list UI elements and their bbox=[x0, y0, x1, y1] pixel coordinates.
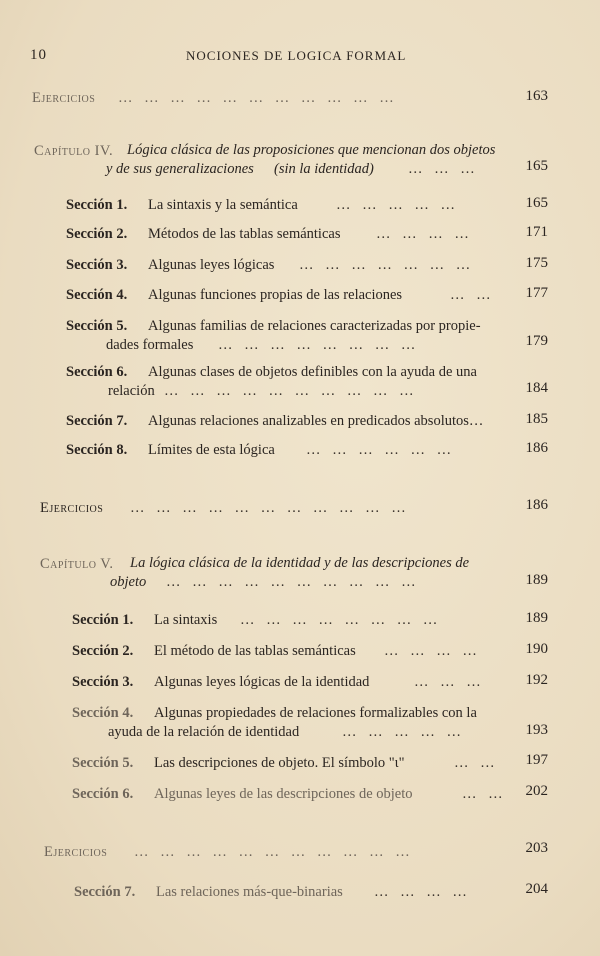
toc-section-title: Límites de esta lógica bbox=[148, 442, 275, 458]
toc-section-title: Métodos de las tablas semánticas bbox=[148, 226, 341, 242]
toc-chapter-label: Capítulo V. bbox=[40, 556, 114, 572]
toc-leader: … … … … … … … … … … … bbox=[118, 90, 398, 106]
toc-section-label: Sección 4. bbox=[66, 287, 128, 303]
toc-leader: … … … … bbox=[374, 884, 471, 900]
toc-leader: … … … … … … … … … … bbox=[166, 574, 420, 590]
toc-page-number: 203 bbox=[525, 840, 548, 856]
toc-section-label: Sección 1. bbox=[66, 197, 128, 213]
toc-page-number: 177 bbox=[525, 285, 548, 301]
toc-leader: … … … … bbox=[384, 643, 481, 659]
toc-ejercicios-label: Ejercicios bbox=[32, 90, 96, 106]
toc-chapter-title: La lógica clásica de la identidad y de las descripciones de bbox=[130, 555, 470, 571]
toc-section-label: Sección 2. bbox=[72, 643, 134, 659]
toc-page-number: 197 bbox=[525, 752, 548, 768]
toc-section-title: Algunas leyes de las descripciones de objeto bbox=[154, 786, 413, 802]
toc-page-number: 163 bbox=[525, 88, 548, 104]
toc-page-number: 204 bbox=[525, 881, 548, 897]
toc-page-number: 175 bbox=[525, 255, 548, 271]
toc-section-label: Sección 5. bbox=[66, 318, 128, 334]
toc-page-number: 165 bbox=[525, 158, 548, 174]
toc-chapter-title-cont: y de sus generalizaciones bbox=[106, 161, 254, 177]
toc-section-title-cont: dades formales bbox=[106, 337, 194, 353]
toc-section-title: Algunas funciones propias de las relaciones bbox=[148, 287, 403, 303]
toc-section-label: Sección 7. bbox=[66, 413, 128, 429]
toc-section-title: La sintaxis y la semántica bbox=[148, 197, 298, 213]
toc-leader: … … … bbox=[414, 674, 485, 690]
toc-page-number: 189 bbox=[525, 572, 548, 588]
toc-leader: … … bbox=[462, 786, 507, 802]
toc-page-number: 184 bbox=[525, 380, 548, 396]
toc-section-title-cont: ayuda de la relación de identidad bbox=[108, 724, 300, 740]
toc-section-title: Las relaciones más-que-binarias bbox=[156, 884, 343, 900]
toc-leader: … … … … … … … … bbox=[240, 612, 442, 628]
toc-page-number: 202 bbox=[525, 783, 548, 799]
toc-leader: … … … … bbox=[376, 226, 473, 242]
toc-section-label: Sección 3. bbox=[72, 674, 134, 690]
toc-chapter-title: Lógica clásica de las proposiciones que mencionan dos objetos bbox=[127, 142, 496, 158]
toc-section-title: Algunas leyes lógicas bbox=[148, 257, 275, 273]
toc-page-number: 192 bbox=[525, 672, 548, 688]
toc-page-number: 193 bbox=[525, 722, 548, 738]
toc-leader: … … … … … … … … … … … bbox=[130, 500, 410, 516]
toc-leader: … … … … … … … … … … … bbox=[134, 844, 414, 860]
toc-leader: … … … … … … bbox=[306, 442, 456, 458]
running-title: NOCIONES DE LOGICA FORMAL bbox=[186, 48, 407, 63]
toc-section-label: Sección 4. bbox=[72, 705, 134, 721]
toc-page-number: 186 bbox=[525, 497, 548, 513]
toc-section-label: Sección 8. bbox=[66, 442, 128, 458]
toc-leader: … … … … … bbox=[342, 724, 465, 740]
toc-leader: … … … … … … … … bbox=[218, 337, 420, 353]
toc-leader: … … bbox=[454, 755, 499, 771]
toc-section-label: Sección 3. bbox=[66, 257, 128, 273]
toc-page-number: 185 bbox=[525, 411, 548, 427]
toc-section-label: Sección 5. bbox=[72, 755, 134, 771]
toc-section-title: Algunas relaciones analizables en predicados absolutos… bbox=[148, 413, 484, 429]
toc-section-label: Sección 1. bbox=[72, 612, 134, 628]
toc-page-number: 186 bbox=[525, 440, 548, 456]
toc-page-number: 189 bbox=[525, 610, 548, 626]
toc-section-label: Sección 7. bbox=[74, 884, 136, 900]
toc-section-title: El método de las tablas semánticas bbox=[154, 643, 356, 659]
toc-leader: … … … … … … … … … … bbox=[164, 383, 418, 399]
toc-page-number: 190 bbox=[525, 641, 548, 657]
toc-section-label: Sección 6. bbox=[66, 364, 128, 380]
toc-ejercicios-label: Ejercicios bbox=[40, 500, 104, 516]
toc-chapter-title-cont: objeto bbox=[110, 574, 147, 590]
toc-page-number: 171 bbox=[525, 224, 548, 240]
toc-ejercicios-label: Ejercicios bbox=[44, 844, 108, 860]
toc-section-title: Las descripciones de objeto. El símbolo "ι" bbox=[154, 755, 405, 771]
toc-section-title: Algunas clases de objetos definibles con la ayuda de una bbox=[148, 364, 477, 380]
toc-leader: … … … bbox=[408, 161, 479, 177]
toc-section-title: Algunas familias de relaciones caracterizadas por propie- bbox=[148, 318, 481, 334]
toc-page-number: 179 bbox=[525, 333, 548, 349]
toc-section-title: La sintaxis bbox=[154, 612, 218, 628]
toc-section-label: Sección 2. bbox=[66, 226, 128, 242]
toc-section-title-cont: relación bbox=[108, 383, 155, 399]
toc-section-title: Algunas propiedades de relaciones formalizables con la bbox=[154, 705, 477, 721]
toc-leader: … … bbox=[450, 287, 495, 303]
toc-section-label: Sección 6. bbox=[72, 786, 134, 802]
page-number: 10 bbox=[30, 47, 47, 63]
toc-chapter-label: Capítulo IV. bbox=[34, 143, 114, 159]
toc-section-title: Algunas leyes lógicas de la identidad bbox=[154, 674, 370, 690]
toc-leader: … … … … … bbox=[336, 197, 459, 213]
toc-chapter-title-note: (sin la identidad) bbox=[274, 161, 374, 177]
toc-page-number: 165 bbox=[525, 195, 548, 211]
toc-leader: … … … … … … … bbox=[299, 257, 475, 273]
